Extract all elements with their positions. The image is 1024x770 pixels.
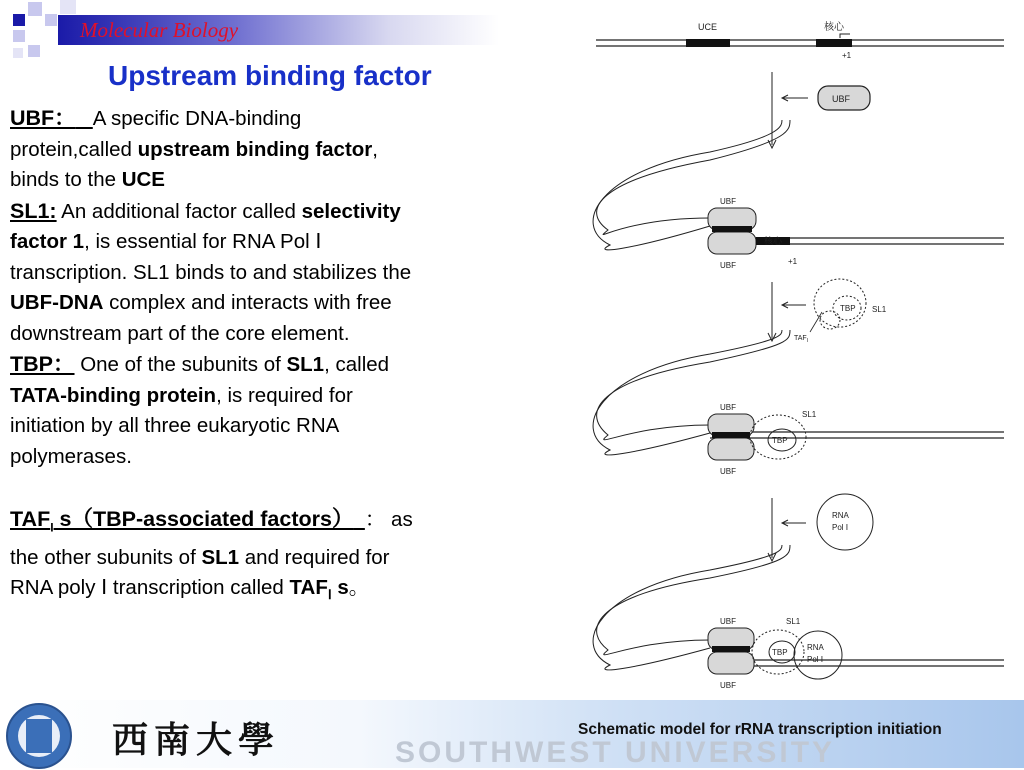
dna-stage-1 xyxy=(596,20,1004,60)
tbp-paragraph xyxy=(10,349,415,472)
sl1-term: SL1: xyxy=(10,198,57,223)
taf-term-b: s（TBP-associated factors） xyxy=(53,507,354,531)
sl1-text-1: An additional factor called xyxy=(56,199,302,223)
slide-title: Upstream binding factor xyxy=(108,60,432,91)
taf-term xyxy=(10,507,354,535)
rrna-initiation-diagram xyxy=(560,0,1024,700)
taf-end: 。 xyxy=(348,576,370,600)
rna-label-1: RNA xyxy=(832,511,849,520)
tbp-label-3: TBP xyxy=(772,648,788,657)
tbp-label-1: TBP xyxy=(840,304,856,313)
taf-bold-sub: Ⅰ xyxy=(327,587,332,603)
university-name-english: SOUTHWEST UNIVERSITY xyxy=(395,736,836,769)
university-name-chinese: 西南大學 xyxy=(112,719,281,761)
header-square-3 xyxy=(45,14,57,26)
plus-one-2: +1 xyxy=(788,257,798,266)
core-box xyxy=(816,39,852,47)
ubf-label-2b: UBF xyxy=(720,261,736,270)
tbp-label-2: TBP xyxy=(772,436,788,445)
course-title: Molecular Biology xyxy=(80,18,239,42)
header-square-6 xyxy=(28,45,40,57)
tbp-text-2: , called xyxy=(324,353,390,376)
ubf-term: UBF： xyxy=(10,106,76,130)
body-text xyxy=(10,103,415,611)
taf-label-text: TAF xyxy=(794,335,807,342)
figure-caption: Schematic model for rRNA transcription initiation xyxy=(578,721,942,738)
ubf-bold-2: UCE xyxy=(121,168,165,191)
ubf-text-1: A specific DNA-binding protein,called xyxy=(10,107,302,161)
taf-text-2: and required for RNA poly Ⅰ transcription called xyxy=(10,545,390,600)
sl1-paragraph xyxy=(10,196,415,350)
core-label-2: 核心 xyxy=(764,236,783,246)
taf-term-a: TAF xyxy=(10,507,51,531)
sl1-text-3: complex and interacts with free downstream part of the core element. xyxy=(10,291,392,345)
sl1-label-3: SL1 xyxy=(786,617,801,626)
sl1-bold-1: selectivity factor 1 xyxy=(10,199,401,253)
ubf-label-2a: UBF xyxy=(720,197,736,206)
plus-one-1: +1 xyxy=(842,51,852,60)
sl1-text-2: , is essential for RNA Pol Ⅰ transcription. SL1 binds to and stabilizes the xyxy=(10,230,412,284)
tbp-text-3: , is required for initiation by all three eukaryotic RNA polymerases. xyxy=(10,383,353,468)
pol-label-1: Pol Ⅰ xyxy=(832,523,849,532)
sl1-label-2: SL1 xyxy=(802,410,817,419)
tbp-term: TBP： xyxy=(10,352,75,376)
rna-pol-circle xyxy=(817,494,873,550)
tbp-bold-2: TATA-binding protein xyxy=(10,383,217,407)
core-label-1: 核心 xyxy=(824,22,844,33)
sl1-label-1: SL1 xyxy=(872,305,887,314)
taf-term-sub: I xyxy=(50,520,54,535)
ubf-blob-label: UBF xyxy=(832,94,850,104)
header-square-2 xyxy=(28,2,42,16)
ubf-bold-1: upstream binding factor xyxy=(137,137,373,161)
header-square-8 xyxy=(13,48,23,58)
header-square-1 xyxy=(13,14,25,26)
taf-bold-3: s xyxy=(331,576,349,600)
ubf-label-3a: UBF xyxy=(720,403,736,412)
university-seal xyxy=(6,703,72,769)
header-square-5 xyxy=(13,30,25,42)
tbp-text-1: One of the subunits of xyxy=(74,353,287,376)
ubf-label-4b: UBF xyxy=(720,681,736,690)
ubf-label-4a: UBF xyxy=(720,617,736,626)
rna-label-2: RNA xyxy=(807,643,824,652)
taf-label xyxy=(794,335,808,344)
taf-colon: ： xyxy=(364,508,386,531)
pol-label-2: Pol Ⅰ xyxy=(807,655,824,664)
taf-label-sub: I xyxy=(806,338,809,344)
tbp-bold-1: SL1 xyxy=(286,353,325,376)
ubf-label-3b: UBF xyxy=(720,467,736,476)
header-square-4 xyxy=(60,0,76,14)
uce-box xyxy=(686,39,730,47)
ubf-paragraph xyxy=(10,103,415,196)
footer xyxy=(0,700,1024,768)
sl1-bold-2: UBF-DNA xyxy=(10,291,104,314)
taf-bold-1: SL1 xyxy=(201,545,240,569)
dna-stage-3 xyxy=(593,330,1004,476)
uce-label: UCE xyxy=(698,22,718,32)
dna-stage-2 xyxy=(593,120,1004,270)
taf-text-1: as the other subunits of xyxy=(10,508,413,569)
dna-stage-4 xyxy=(593,545,1004,690)
ubf-text-2: , binds to the xyxy=(10,137,378,191)
taf-bold-2: TAF xyxy=(289,576,328,600)
taf-paragraph xyxy=(10,504,415,611)
